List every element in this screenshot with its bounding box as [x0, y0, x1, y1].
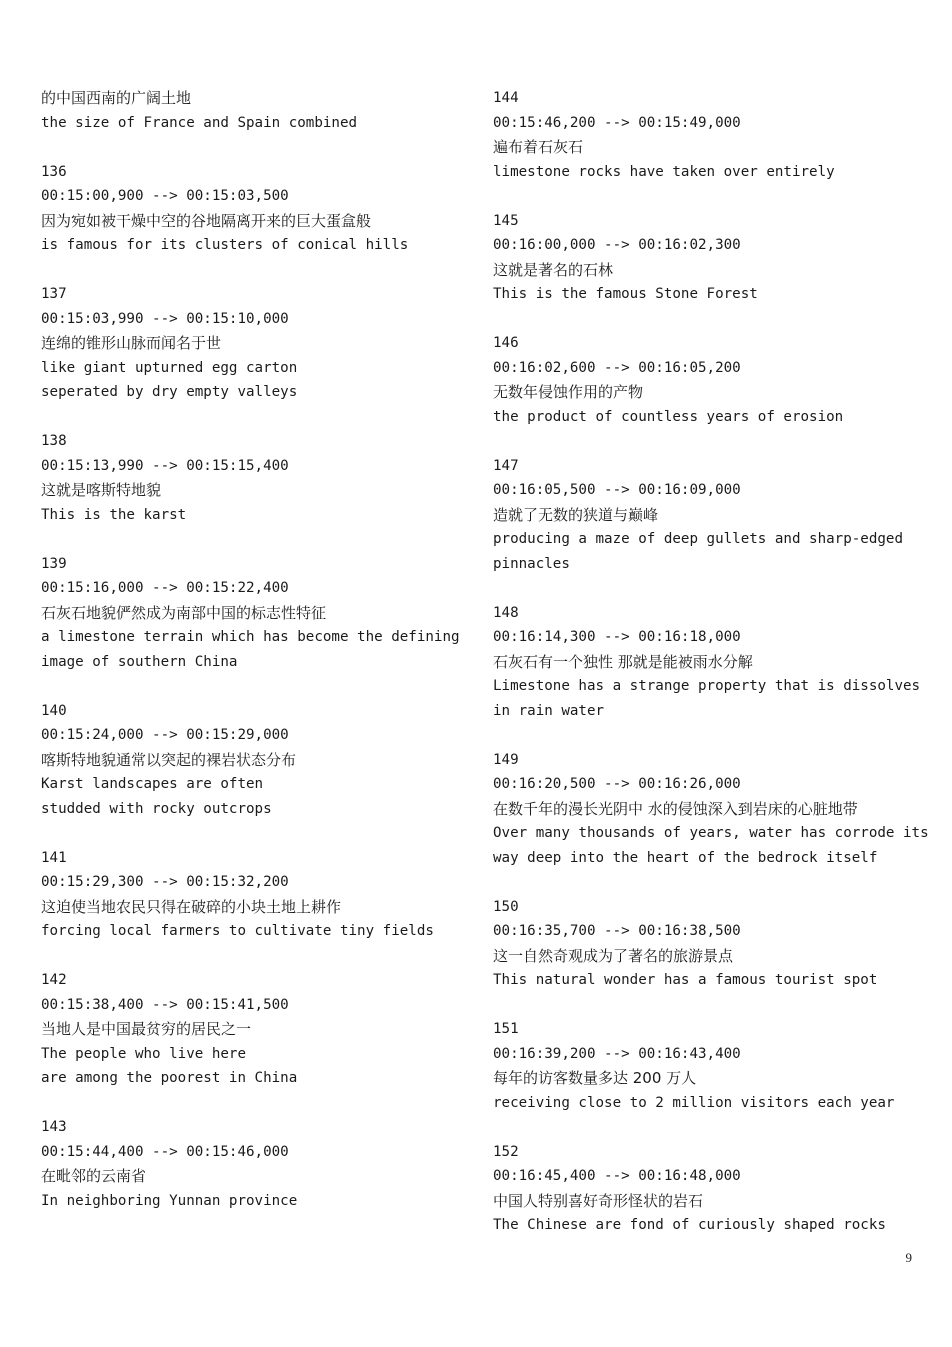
subtitle-timecode: 00:15:38,400 --> 00:15:41,500 — [41, 996, 289, 1013]
subtitle-entry — [41, 552, 471, 675]
subtitle-text-en: are among the poorest in China — [41, 1070, 298, 1086]
subtitle-timecode: 00:15:29,300 --> 00:15:32,200 — [41, 874, 289, 890]
subtitle-text-en: Limestone has a strange property that is dissolves — [493, 678, 921, 694]
subtitle-text-zh: 在数千年的漫长光阴中 水的侵蚀深入到岩床的心脏地带 — [493, 799, 858, 818]
subtitle-entry — [493, 86, 933, 184]
subtitle-timecode: 00:15:46,200 --> 00:15:49,000 — [493, 114, 741, 131]
subtitle-index: 139 — [41, 555, 67, 572]
subtitle-text-en: the size of France and Spain combined — [41, 114, 358, 131]
subtitle-entry — [41, 1115, 471, 1213]
subtitle-text-en: limestone rocks have taken over entirely — [493, 163, 835, 180]
subtitle-index: 140 — [41, 702, 67, 719]
subtitle-text-zh: 造就了无数的狭道与巅峰 — [493, 505, 659, 524]
subtitle-entry — [493, 601, 933, 724]
right-column — [493, 86, 933, 1262]
subtitle-entry — [41, 429, 471, 527]
subtitle-text-en: pinnacles — [493, 555, 570, 572]
subtitle-timecode: 00:16:05,500 --> 00:16:09,000 — [493, 482, 741, 498]
subtitle-timecode: 00:16:45,400 --> 00:16:48,000 — [493, 1168, 741, 1184]
subtitle-text-en: Karst landscapes are often — [41, 776, 264, 792]
subtitle-text-zh: 每年的访客数量多达 200 万人 — [493, 1069, 697, 1087]
subtitle-text-en: image of southern China — [41, 653, 238, 670]
subtitle-text-zh: 这迫使当地农民只得在破碎的小块土地上耕作 — [41, 897, 342, 916]
subtitle-entry — [493, 1140, 933, 1238]
subtitle-timecode: 00:15:24,000 --> 00:15:29,000 — [41, 727, 289, 743]
subtitle-timecode: 00:16:35,700 --> 00:16:38,500 — [493, 923, 741, 939]
subtitle-timecode: 00:16:39,200 --> 00:16:43,400 — [493, 1045, 741, 1062]
subtitle-text-en: seperated by dry empty valleys — [41, 384, 298, 400]
subtitle-text-en: This is the famous Stone Forest — [493, 286, 758, 302]
subtitle-index: 150 — [493, 898, 519, 915]
subtitle-timecode: 00:15:03,990 --> 00:15:10,000 — [41, 310, 289, 327]
subtitle-timecode: 00:16:20,500 --> 00:16:26,000 — [493, 776, 741, 792]
subtitle-text-en: The people who live here — [41, 1045, 246, 1062]
subtitle-entry — [493, 1017, 933, 1115]
subtitle-index: 142 — [41, 972, 67, 988]
subtitle-index: 138 — [41, 433, 67, 449]
subtitle-text-en: way deep into the heart of the bedrock itself — [493, 849, 878, 866]
subtitle-timecode: 00:15:13,990 --> 00:15:15,400 — [41, 457, 289, 474]
subtitle-index: 149 — [493, 751, 519, 768]
subtitle-text-en: The Chinese are fond of curiously shaped rocks — [493, 1217, 886, 1233]
subtitle-index: 148 — [493, 604, 519, 621]
subtitle-index: 136 — [41, 163, 67, 180]
subtitle-entry — [493, 209, 933, 307]
subtitle-index: 137 — [41, 286, 67, 302]
subtitle-index: 145 — [493, 212, 519, 229]
subtitle-text-zh: 在毗邻的云南省 — [41, 1167, 147, 1185]
subtitle-text-en: This is the karst — [41, 506, 187, 523]
left-column — [41, 86, 471, 1238]
subtitle-text-zh: 中国人特别喜好奇形怪状的岩石 — [493, 1191, 704, 1210]
subtitle-entry — [493, 331, 933, 429]
subtitle-index: 143 — [41, 1119, 67, 1135]
subtitle-text-en: This natural wonder has a famous tourist spot — [493, 972, 878, 988]
subtitle-timecode: 00:16:14,300 --> 00:16:18,000 — [493, 629, 741, 645]
subtitle-timecode: 00:16:00,000 --> 00:16:02,300 — [493, 237, 741, 253]
page-number: 9 — [905, 1250, 912, 1265]
subtitle-text-en: like giant upturned egg carton — [41, 359, 298, 376]
subtitle-timecode: 00:15:16,000 --> 00:15:22,400 — [41, 580, 289, 596]
subtitle-timecode: 00:15:44,400 --> 00:15:46,000 — [41, 1143, 289, 1160]
subtitle-text-zh: 石灰石有一个独性 那就是能被雨水分解 — [493, 652, 753, 671]
subtitle-entry — [493, 748, 933, 871]
subtitle-timecode: 00:16:02,600 --> 00:16:05,200 — [493, 359, 741, 376]
subtitle-text-zh: 连绵的锥形山脉而闻名于世 — [41, 334, 222, 352]
subtitle-text-zh: 的中国西南的广阔土地 — [41, 89, 192, 107]
subtitle-index: 147 — [493, 457, 519, 474]
subtitle-index: 141 — [41, 849, 67, 866]
subtitle-text-en: a limestone terrain which has become the defining — [41, 629, 460, 645]
subtitle-text-zh: 因为宛如被干燥中空的谷地隔离开来的巨大蛋盒般 — [41, 211, 372, 230]
subtitle-text-en: forcing local farmers to cultivate tiny fields — [41, 923, 434, 939]
subtitle-text-en: In neighboring Yunnan province — [41, 1192, 298, 1209]
subtitle-text-en: in rain water — [493, 702, 605, 719]
subtitle-text-en: studded with rocky outcrops — [41, 800, 272, 817]
subtitle-entry — [41, 699, 471, 822]
subtitle-entry — [493, 895, 933, 993]
subtitle-text-zh: 喀斯特地貌通常以突起的裸岩状态分布 — [41, 750, 297, 769]
subtitle-index: 144 — [493, 90, 519, 106]
subtitle-entry — [41, 160, 471, 258]
subtitle-text-zh: 遍布着石灰石 — [493, 138, 584, 156]
subtitle-text-zh: 石灰石地貌俨然成为南部中国的标志性特征 — [41, 603, 327, 622]
subtitle-entry — [493, 454, 933, 577]
subtitle-index: 151 — [493, 1021, 519, 1037]
subtitle-text-zh: 这一自然奇观成为了著名的旅游景点 — [493, 946, 734, 965]
subtitle-text-en: is famous for its clusters of conical hills — [41, 237, 409, 253]
subtitle-text-en: Over many thousands of years, water has corrode its — [493, 825, 929, 841]
subtitle-timecode: 00:15:00,900 --> 00:15:03,500 — [41, 188, 289, 204]
subtitle-index: 146 — [493, 335, 519, 351]
subtitle-entry — [41, 86, 471, 135]
subtitle-text-zh: 这就是著名的石林 — [493, 260, 614, 279]
subtitle-text-zh: 无数年侵蚀作用的产物 — [493, 383, 644, 401]
subtitle-entry — [41, 846, 471, 944]
subtitle-text-zh: 这就是喀斯特地貌 — [41, 481, 162, 499]
subtitle-text-zh: 当地人是中国最贫穷的居民之一 — [41, 1020, 252, 1038]
subtitle-entry — [41, 968, 471, 1091]
subtitle-text-en: the product of countless years of erosion — [493, 408, 844, 425]
subtitle-text-en: receiving close to 2 million visitors each year — [493, 1094, 895, 1111]
subtitle-entry — [41, 282, 471, 405]
subtitle-text-en: producing a maze of deep gullets and sharp-edged — [493, 531, 903, 547]
subtitle-index: 152 — [493, 1143, 519, 1160]
